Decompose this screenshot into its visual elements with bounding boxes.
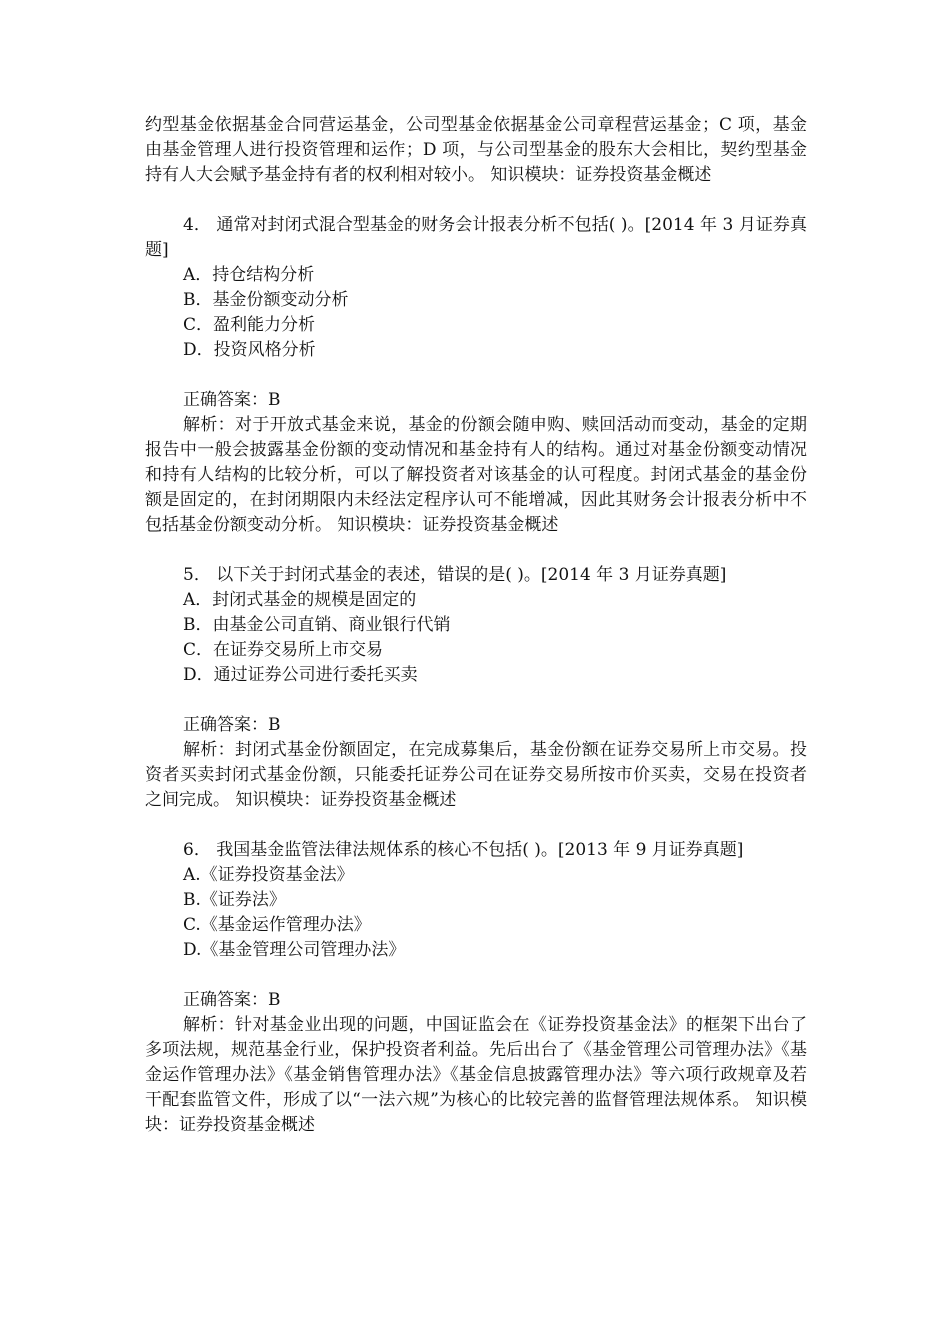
option-a: A．持仓结构分析 — [183, 265, 315, 285]
question-block-6 — [145, 838, 807, 1138]
option-a: A.《证券投资基金法》 — [183, 865, 354, 885]
question-block-4 — [145, 213, 807, 538]
analysis-text: 解析：对于开放式基金来说，基金的份额会随申购、赎回活动而变动，基金的定期报告中一般会披露基金份额的变动情况和基金持有人的结构。通过对基金份额变动情况和持有人结构的比较分析，可以了解投资者对该基金的认可程度。封闭式基金的基金份额是固定的，在封闭期限内未经法定程序认可不能增减，因此其财务会计报表分析中不包括基金份额变动分析。 知识模块：证券投资基金概述 — [145, 415, 807, 535]
question-stem: 6． 我国基金监管法律法规体系的核心不包括( )。[2013 年 9 月证券真题] — [183, 840, 744, 860]
question-stem: 5． 以下关于封闭式基金的表述，错误的是( )。[2014 年 3 月证券真题] — [183, 565, 727, 585]
correct-answer: 正确答案：B — [183, 715, 281, 735]
analysis-text: 解析：封闭式基金份额固定，在完成募集后，基金份额在证券交易所上市交易。投资者买卖封闭式基金份额，只能委托证券公司在证券交易所按市价买卖，交易在投资者之间完成。 知识模块：证券投资基金概述 — [145, 740, 807, 810]
intro-paragraph: 约型基金依据基金合同营运基金，公司型基金依据基金公司章程营运基金；C 项，基金由基金管理人进行投资管理和运作；D 项，与公司型基金的股东大会相比，契约型基金持有人大会赋予基金持有者的权利相对较小。 知识模块：证券投资基金概述 — [145, 115, 807, 185]
option-b: B．基金份额变动分析 — [183, 290, 349, 310]
option-a: A．封闭式基金的规模是固定的 — [183, 590, 417, 610]
correct-answer: 正确答案：B — [183, 390, 281, 410]
option-d: D.《基金管理公司管理办法》 — [183, 940, 406, 960]
document-page — [145, 113, 807, 1138]
option-d: D．通过证券公司进行委托买卖 — [183, 665, 418, 685]
question-block-5 — [145, 563, 807, 813]
option-c: C．在证券交易所上市交易 — [183, 640, 384, 660]
option-c: C．盈利能力分析 — [183, 315, 316, 335]
option-b: B．由基金公司直销、商业银行代销 — [183, 615, 451, 635]
option-d: D．投资风格分析 — [183, 340, 316, 360]
analysis-text: 解析：针对基金业出现的问题，中国证监会在《证券投资基金法》的框架下出台了多项法规，规范基金行业，保护投资者利益。先后出台了《基金管理公司管理办法》《基金运作管理办法》《基金销售管理办法》《基金信息披露管理办法》等六项行政规章及若干配套监管文件，形成了以“一法六规”为核心的比较完善的监督管理法规体系。 知识模块：证券投资基金概述 — [145, 1015, 807, 1135]
correct-answer: 正确答案：B — [183, 990, 281, 1010]
option-b: B.《证券法》 — [183, 890, 286, 910]
question-stem: 4． 通常对封闭式混合型基金的财务会计报表分析不包括( )。[2014 年 3 月证券真题] — [145, 215, 807, 260]
option-c: C.《基金运作管理办法》 — [183, 915, 371, 935]
